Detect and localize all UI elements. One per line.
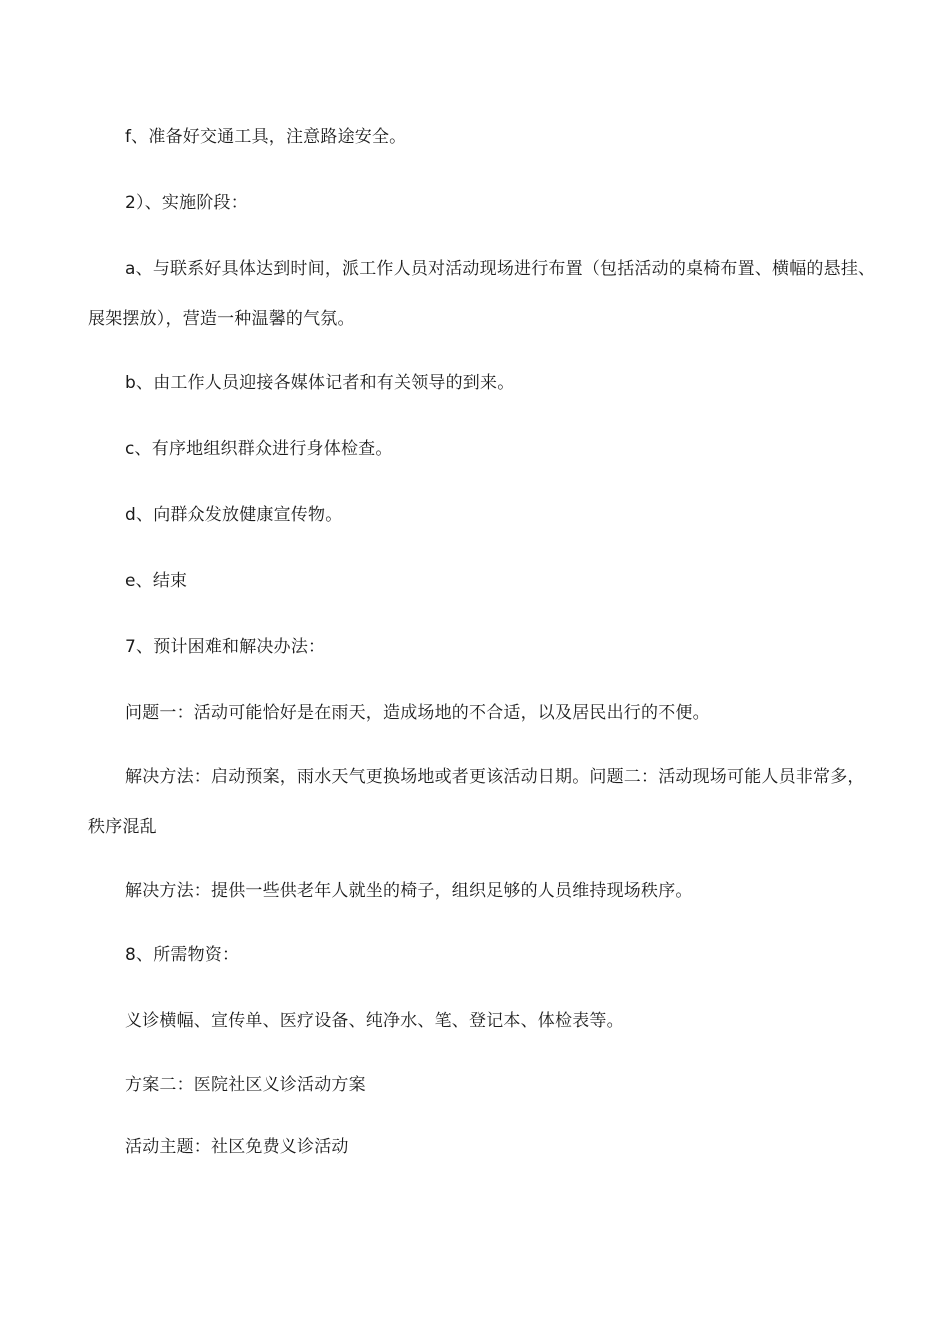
paragraph-solution-two: 解决方法：提供一些供老年人就坐的椅子，组织足够的人员维持现场秩序。: [125, 881, 693, 901]
paragraph-materials-distribution: d、向群众发放健康宣传物。: [125, 505, 343, 525]
paragraph-end: e、结束: [125, 571, 188, 591]
paragraph-solution-one: 解决方法：启动预案，雨水天气更换场地或者更该活动日期。问题二：活动现场可能人员非常多，秩序混乱: [88, 767, 865, 837]
paragraph-setup: a、与联系好具体达到时间，派工作人员对活动现场进行布置（包括活动的桌椅布置、横幅的悬挂、展架摆放），营造一种温馨的气氛。: [88, 259, 876, 329]
paragraph-plan-two-title: 方案二：医院社区义诊活动方案: [125, 1075, 366, 1095]
paragraph-activity-theme: 活动主题：社区免费义诊活动: [125, 1137, 349, 1157]
paragraph-checkup: c、有序地组织群众进行身体检查。: [125, 439, 393, 459]
paragraph-transport: f、准备好交通工具，注意路途安全。: [125, 127, 407, 147]
paragraph-supplies-list: 义诊横幅、宣传单、医疗设备、纯净水、笔、登记本、体检表等。: [125, 1011, 624, 1031]
paragraph-supplies-heading: 8、所需物资：: [125, 945, 240, 965]
paragraph-problem-one: 问题一：活动可能恰好是在雨天，造成场地的不合适，以及居民出行的不便。: [125, 703, 710, 723]
paragraph-difficulties-heading: 7、预计困难和解决办法：: [125, 637, 326, 657]
paragraph-reception: b、由工作人员迎接各媒体记者和有关领导的到来。: [125, 373, 515, 393]
paragraph-implementation-heading: 2）、实施阶段：: [125, 193, 248, 213]
